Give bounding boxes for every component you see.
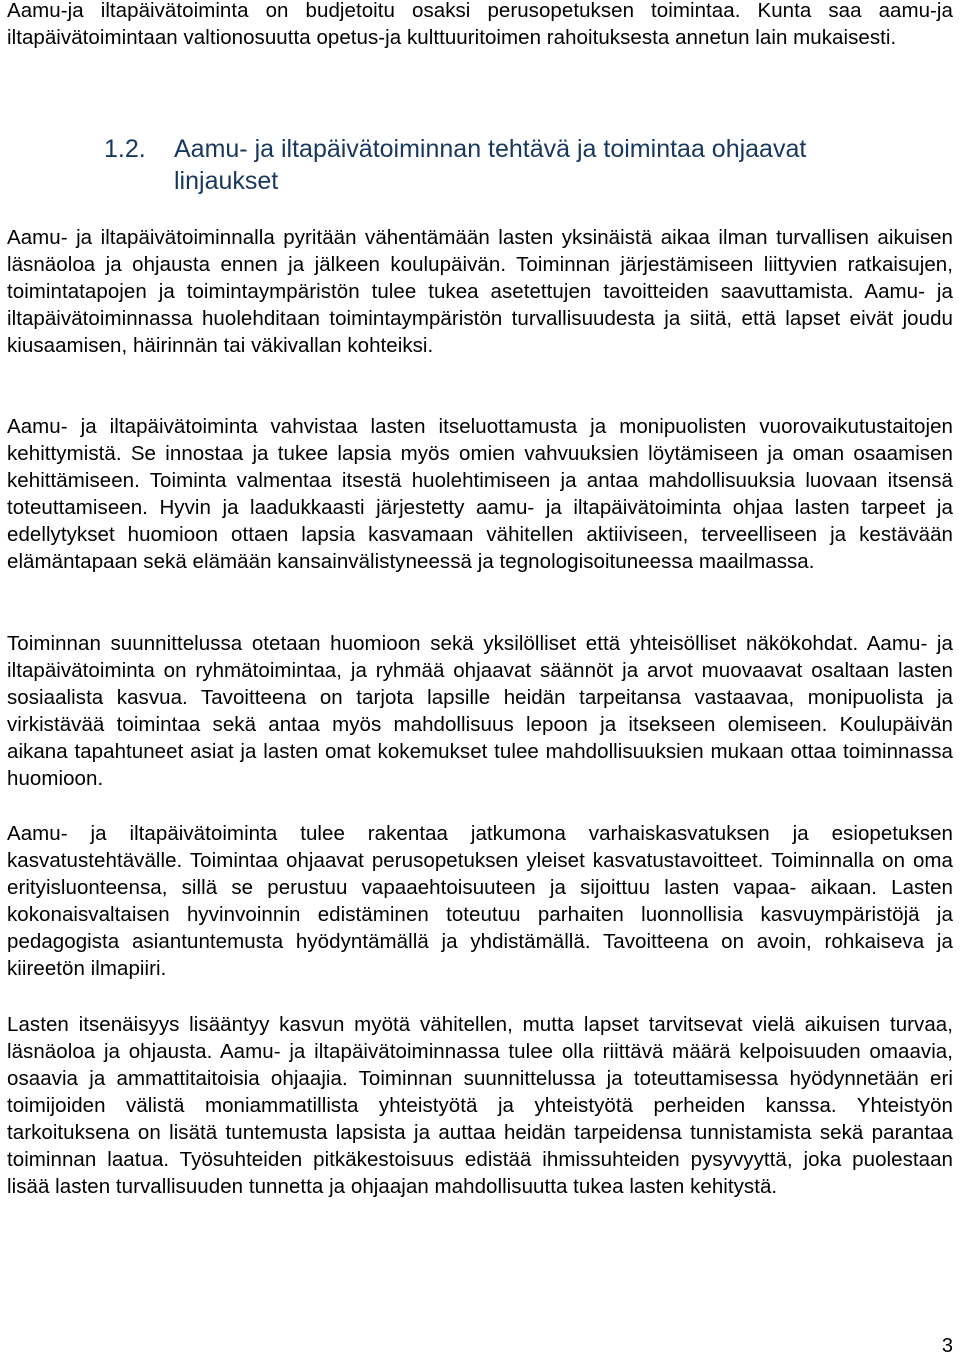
body-paragraph-3: Toiminnan suunnittelussa otetaan huomioon sekä yksilölliset että yhteisölliset näkökohdat. Aamu- ja iltapäivätoiminta on ryhmätoimintaa, ja ryhmää ohjaavat säännöt ja arvot muovaavat osaltaan lasten sosiaalista kasvua. Tavoitteena on tarjota lapsille heidän tarpeitansa vastaavaa, monipuolista ja virkistävää toimintaa sekä antaa myös mahdollisuus lepoon ja itsekseen olemiseen. Koulupäivän aikana tapahtuneet asiat ja lasten omat kokemukset tulee mahdollisuuksien mukaan ottaa toiminnassa huomioon. [7, 632, 953, 790]
body-paragraph-5: Lasten itsenäisyys lisääntyy kasvun myötä vähitellen, mutta lapset tarvitsevat vielä aikuisen turvaa, läsnäoloa ja ohjausta. Aamu- ja iltapäivätoiminnassa tulee olla riittävä määrä kelpoisuuden omaavia, osaavia ja ammattitaitoisia ohjaajia. Toiminnan suunnittelussa ja toteuttamisessa hyödynnetään eri toimijoiden välistä moniammatillista yhteistyötä ja yhteistyötä perheiden kanssa. Yhteistyön tarkoituksena on lisätä tuntemusta lapsista ja auttaa heidän tarpeidensa tunnistamista sekä parantaa toiminnan laatua. Työsuhteiden pitkäkestoisuus edistää ihmissuhteiden pysyvyyttä, joka puolestaan lisää lasten turvallisuuden tunnetta ja ohjaajan mahdollisuutta tukea lasten kehitystä. [7, 1013, 953, 1198]
body-paragraph-1: Aamu- ja iltapäivätoiminnalla pyritään vähentämään lasten yksinäistä aikaa ilman turvallisen aikuisen läsnäoloa ja ohjausta ennen ja jälkeen koulupäivän. Toiminnan järjestämiseen liittyvien ratkaisujen, toimintatapojen ja toimintaympäristön tulee tukea asetettujen tavoitteiden saavuttamista. Aamu- ja iltapäivätoiminnassa huolehditaan toimintaympäristön turvallisuudesta ja siitä, että lapset eivät joudu kiusaamisen, häirinnän tai väkivallan kohteiksi. [7, 226, 953, 357]
page-number: 3 [941, 1335, 953, 1357]
section-title-line1: Aamu- ja iltapäivätoiminnan tehtävä ja toimintaa ohjaavat [174, 135, 807, 163]
section-number: 1.2. [104, 135, 146, 163]
body-paragraph-4: Aamu- ja iltapäivätoiminta tulee rakentaa jatkumona varhaiskasvatuksen ja esiopetuksen kasvatustehtävälle. Toimintaa ohjaavat perusopetuksen yleiset kasvatustavoitteet. Toiminnalla on oma erityisluonteensa, sillä se perustuu vapaaehtoisuuteen ja sijoittuu lasten vapaa- aikaan. Lasten kokonaisvaltaisen hyvinvoinnin edistäminen toteutuu parhaiten luonnollisia kasvuympäristöjä ja pedagogista asiantuntemusta hyödyntämällä ja yhdistämällä. Tavoitteena on avoin, rohkaiseva ja kiireetön ilmapiiri. [7, 822, 953, 980]
intro-paragraph: Aamu-ja iltapäivätoiminta on budjetoitu osaksi perusopetuksen toimintaa. Kunta saa aamu-ja iltapäivätoimintaan valtionosuutta opetus-ja kulttuuritoimen rahoituksesta annetun lain mukaisesti. [7, 0, 953, 49]
section-title-line2: linjaukset [174, 167, 279, 195]
section-heading [104, 133, 954, 197]
body-paragraph-2: Aamu- ja iltapäivätoiminta vahvistaa lasten itseluottamusta ja monipuolisten vuorovaikutustaitojen kehittymistä. Se innostaa ja tukee lapsia myös omien vahvuuksien löytämiseen ja oman osaamisen kehittämiseen. Toiminta valmentaa itsestä huolehtimiseen ja antaa mahdollisuuksia luovaan itsensä toteuttamiseen. Hyvin ja laadukkaasti järjestetty aamu- ja iltapäivätoiminta ohjaa lasten tarpeet ja edellytykset huomioon ottaen lapsia kasvamaan vähitellen aktiiviseen, terveelliseen ja kestävään elämäntapaan sekä elämään kansainvälistyneessä ja tegnologisoituneessa maailmassa. [7, 415, 953, 573]
